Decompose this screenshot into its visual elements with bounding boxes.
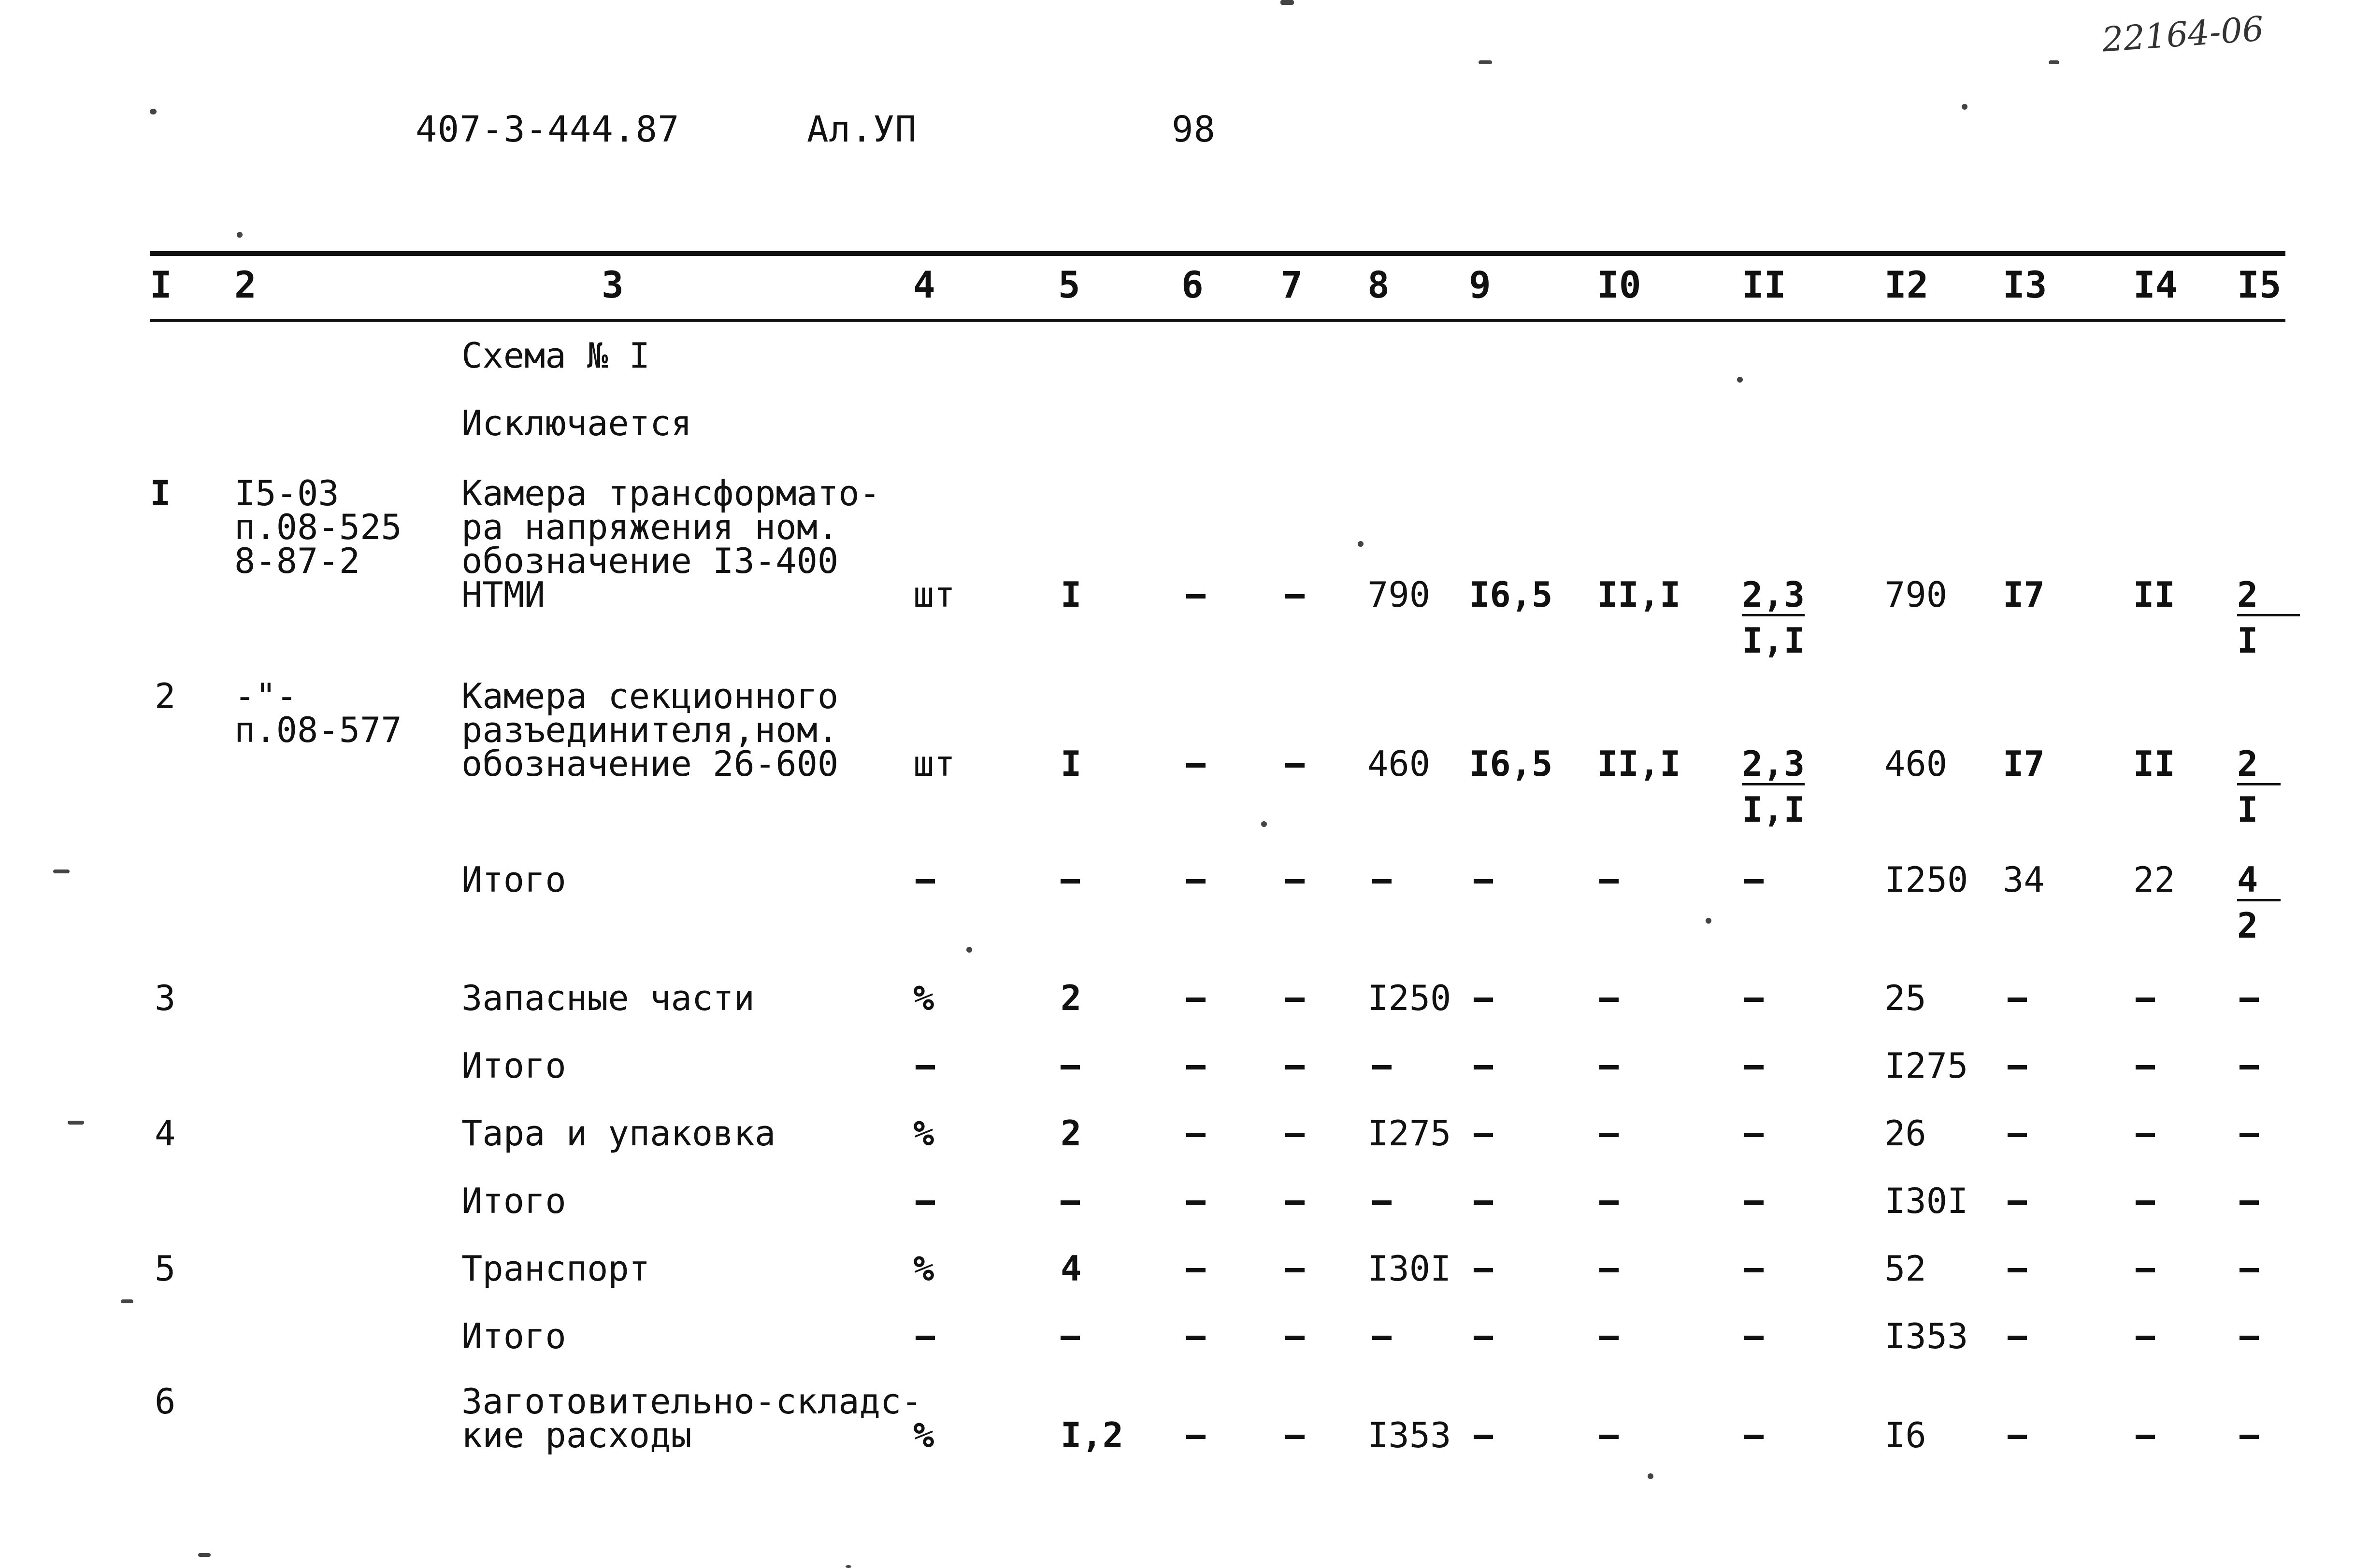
empty-dash [1474,1200,1493,1205]
empty-dash [2240,1435,2259,1439]
item-name: Тара и упаковка [461,1113,776,1154]
scan-speck [966,947,972,953]
handwritten-reference: 22164-06 [2100,9,2265,60]
scheme-title: Схема № I [461,335,650,376]
value-cell: I30I [1884,1181,1968,1221]
empty-dash [1285,1133,1305,1137]
empty-dash [1744,1065,1764,1069]
empty-dash [1372,1200,1392,1205]
quantity-cell: 2 [1061,1113,1082,1154]
fraction-numerator: 2 [2237,746,2281,785]
value-cell: II,I [1597,574,1681,615]
empty-dash [2240,1268,2259,1272]
empty-dash [1744,1200,1764,1205]
column-number-1: I [150,263,172,306]
value-cell: II,I [1597,743,1681,784]
scan-speck [150,109,157,114]
quantity-cell: 2 [1061,978,1082,1018]
empty-dash [1061,879,1080,884]
column-number-12: I2 [1884,263,1929,306]
column-number-9: 9 [1469,263,1491,306]
empty-dash [2240,1065,2259,1069]
empty-dash [1744,1435,1764,1439]
value-cell: I275 [1367,1113,1451,1154]
row-number: I [150,473,171,513]
item-name-line: ра напряжения ном. [461,507,839,547]
empty-dash [2008,1336,2027,1340]
empty-dash [1285,1336,1305,1340]
value-cell: 26 [1884,1113,1926,1154]
empty-dash [1599,1435,1619,1439]
fraction-cell [1742,743,1805,830]
unit-cell: % [913,1113,934,1154]
item-name-line: Заготовительно-складс- [461,1381,922,1422]
scan-speck [1648,1473,1653,1479]
empty-dash [1474,998,1493,1002]
empty-dash [1186,594,1206,599]
column-number-8: 8 [1367,263,1390,306]
empty-dash [2240,998,2259,1002]
unit-cell: шт [913,574,955,615]
item-code-line: -"- [234,676,298,716]
fraction-cell [1742,574,1805,661]
empty-dash [1474,1268,1493,1272]
empty-dash [1285,879,1305,884]
row-number: 3 [155,978,176,1018]
scan-speck [1479,60,1492,64]
unit-cell: % [913,1248,934,1289]
column-number-11: II [1742,263,1786,306]
scan-speck [121,1299,133,1303]
scan-speck [1737,377,1743,383]
empty-dash [1474,1133,1493,1137]
scan-speck [1280,0,1294,5]
value-cell: 22 [2133,859,2175,900]
empty-dash [1186,1065,1206,1069]
value-cell: I275 [1884,1045,1968,1086]
empty-dash [2136,998,2155,1002]
fraction-denominator: I,I [1742,789,1805,830]
empty-dash [1186,1336,1206,1340]
value-cell: II [2133,574,2175,615]
scan-speck [2049,60,2059,64]
empty-dash [1599,1133,1619,1137]
value-cell: 52 [1884,1248,1926,1289]
value-cell: I6,5 [1469,743,1553,784]
column-number-7: 7 [1280,263,1303,306]
empty-dash [1186,1133,1206,1137]
column-number-2: 2 [234,263,257,306]
value-cell: I6 [1884,1415,1926,1455]
empty-dash [916,1065,935,1069]
fraction-denominator: I [2237,789,2258,830]
empty-dash [1372,1336,1392,1340]
empty-dash [1599,1065,1619,1069]
row-number: 5 [155,1248,176,1289]
fraction-cell [2237,574,2300,661]
empty-dash [1186,998,1206,1002]
empty-dash [2136,1336,2155,1340]
subtotal-label: Итого [461,859,566,900]
empty-dash [1372,879,1392,884]
item-code-line: п.08-577 [234,710,402,750]
unit-cell: шт [913,743,955,784]
value-cell: 460 [1367,743,1431,784]
column-number-5: 5 [1058,263,1080,306]
fraction-denominator: 2 [2237,905,2258,946]
empty-dash [2136,1435,2155,1439]
value-cell: 790 [1884,574,1948,615]
column-number-14: I4 [2133,263,2178,306]
empty-dash [2008,1268,2027,1272]
scan-speck [53,870,70,873]
item-name-line: обозначение 26-600 [461,743,839,784]
value-cell: 790 [1367,574,1431,615]
document-code: 407-3-444.87 [416,109,680,150]
unit-cell: % [913,978,934,1018]
value-cell: 25 [1884,978,1926,1018]
empty-dash [916,879,935,884]
empty-dash [1186,1200,1206,1205]
empty-dash [2136,1133,2155,1137]
table-header-rule [150,319,2285,322]
empty-dash [1285,1200,1305,1205]
empty-dash [2008,998,2027,1002]
empty-dash [1186,763,1206,768]
empty-dash [1744,879,1764,884]
fraction-numerator: 4 [2237,862,2281,901]
item-name-line: кие расходы [461,1415,692,1455]
empty-dash [1744,998,1764,1002]
empty-dash [1186,879,1206,884]
empty-dash [916,1200,935,1205]
fraction-numerator: 2 [2237,577,2300,616]
value-cell: I353 [1367,1415,1451,1455]
empty-dash [1599,1200,1619,1205]
album-label: Ал.УП [807,109,917,150]
empty-dash [1186,1268,1206,1272]
item-name-line: НТМИ [461,574,546,615]
empty-dash [1285,1435,1305,1439]
empty-dash [1285,763,1305,768]
item-name: Транспорт [461,1248,650,1289]
scan-speck [1706,918,1711,924]
subtotal-label: Итого [461,1045,566,1086]
empty-dash [2240,1200,2259,1205]
column-number-13: I3 [2003,263,2047,306]
column-number-10: I0 [1597,263,1641,306]
value-cell: II [2133,743,2175,784]
scan-speck [1962,104,1967,110]
empty-dash [1285,1268,1305,1272]
empty-dash [2136,1200,2155,1205]
value-cell: 460 [1884,743,1948,784]
scan-speck [68,1121,84,1125]
empty-dash [1744,1268,1764,1272]
empty-dash [916,1336,935,1340]
value-cell: I353 [1884,1316,1968,1356]
empty-dash [2008,1435,2027,1439]
item-code-line: п.08-525 [234,507,402,547]
empty-dash [1599,998,1619,1002]
empty-dash [2008,1065,2027,1069]
excluded-label: Исключается [461,403,692,443]
empty-dash [1186,1435,1206,1439]
fraction-denominator: I [2237,620,2258,661]
item-name-line: разъединителя,ном. [461,710,839,750]
quantity-cell: I,2 [1061,1415,1124,1455]
item-code-line: 8-87-2 [234,541,360,581]
subtotal-label: Итого [461,1181,566,1221]
empty-dash [1285,594,1305,599]
empty-dash [2136,1268,2155,1272]
unit-cell: % [913,1415,934,1455]
empty-dash [1474,879,1493,884]
empty-dash [1744,1133,1764,1137]
empty-dash [2136,1065,2155,1069]
column-number-15: I5 [2237,263,2282,306]
fraction-cell [2237,859,2281,946]
empty-dash [1599,1336,1619,1340]
fraction-numerator: 2,3 [1742,746,1805,785]
item-name-line: обозначение I3-400 [461,541,839,581]
item-name-line: Камера секционного [461,676,839,716]
column-number-4: 4 [913,263,935,306]
value-cell: 34 [2003,859,2045,900]
item-code-line: I5-03 [234,473,339,513]
quantity-cell: I [1061,743,1082,784]
page-number: 98 [1172,109,1216,150]
value-cell: I30I [1367,1248,1451,1289]
column-number-6: 6 [1181,263,1204,306]
scan-speck [237,232,243,238]
item-name: Запасные части [461,978,755,1018]
empty-dash [2240,1133,2259,1137]
empty-dash [1474,1065,1493,1069]
empty-dash [1285,998,1305,1002]
quantity-cell: I [1061,574,1082,615]
empty-dash [1061,1065,1080,1069]
scan-speck [1358,541,1364,547]
fraction-denominator: I,I [1742,620,1805,661]
empty-dash [1061,1200,1080,1205]
empty-dash [1744,1336,1764,1340]
row-number: 2 [155,676,176,716]
empty-dash [2240,1336,2259,1340]
empty-dash [1372,1065,1392,1069]
quantity-cell: 4 [1061,1248,1082,1289]
table-top-rule [150,251,2285,256]
empty-dash [1285,1065,1305,1069]
empty-dash [2008,1133,2027,1137]
value-cell: I250 [1884,859,1968,900]
value-cell: I7 [2003,574,2045,615]
empty-dash [1061,1336,1080,1340]
empty-dash [2008,1200,2027,1205]
column-number-3: 3 [602,263,624,306]
empty-dash [1474,1435,1493,1439]
item-name-line: Камера трансформато- [461,473,880,513]
value-cell: I6,5 [1469,574,1553,615]
scan-speck [1261,821,1267,827]
empty-dash [1599,1268,1619,1272]
row-number: 6 [155,1381,176,1422]
fraction-numerator: 2,3 [1742,577,1805,616]
value-cell: I250 [1367,978,1451,1018]
subtotal-label: Итого [461,1316,566,1356]
value-cell: I7 [2003,743,2045,784]
scan-speck [846,1565,851,1568]
row-number: 4 [155,1113,176,1154]
fraction-cell [2237,743,2281,830]
empty-dash [1599,879,1619,884]
scan-speck [198,1553,211,1557]
empty-dash [1474,1336,1493,1340]
